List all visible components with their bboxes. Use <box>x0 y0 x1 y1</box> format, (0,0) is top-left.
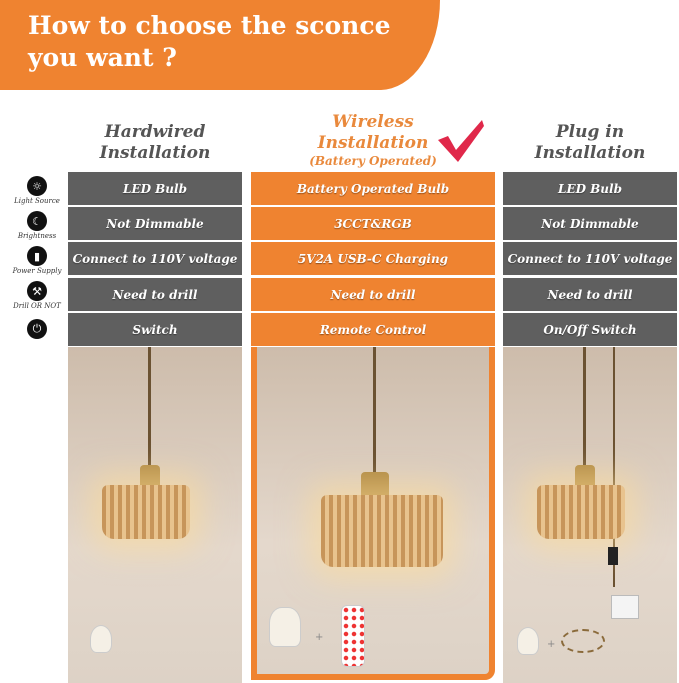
row-label-text: Brightness <box>17 232 57 240</box>
checkmark-icon <box>436 118 486 164</box>
column-heading-plug-in <box>503 122 677 164</box>
row-label-brightness <box>6 211 68 240</box>
feature-cell: 5V2A USB-C Charging <box>251 242 495 275</box>
feature-cell: 3CCT&RGB <box>251 207 495 240</box>
feature-cell: Not Dimmable <box>503 207 677 240</box>
heading-line: Installation <box>99 143 211 163</box>
feature-cell: Battery Operated Bulb <box>251 172 495 205</box>
row-label-power-supply <box>6 246 68 275</box>
lamp-cord <box>148 347 151 472</box>
feature-cell: Connect to 110V voltage <box>503 242 677 275</box>
feature-cell: LED Bulb <box>503 172 677 205</box>
wireless-lamp-photo <box>251 347 495 680</box>
row-label-text: Drill OR NOT <box>13 302 61 310</box>
feature-cell: Need to drill <box>68 278 242 311</box>
title-line-2: you want ? <box>28 43 177 72</box>
battery-bulb-icon <box>269 607 301 647</box>
heading-line: Hardwired <box>104 122 206 142</box>
feature-cell: Remote Control <box>251 313 495 346</box>
feature-cell: Connect to 110V voltage <box>68 242 242 275</box>
row-label-drill <box>6 281 68 310</box>
glass-shade <box>537 485 625 539</box>
header-banner <box>0 0 440 90</box>
plug-in-lamp-photo <box>503 347 677 683</box>
battery-icon: ▮ <box>27 246 47 266</box>
title-line-1: How to choose the sconce <box>28 11 391 40</box>
lamp-socket <box>575 465 595 487</box>
lamp-cord <box>583 347 586 472</box>
feature-cell: Need to drill <box>251 278 495 311</box>
brightness-icon: ☾ <box>27 211 47 231</box>
led-bulb-icon <box>517 627 539 655</box>
drill-icon: ⚒ <box>27 281 47 301</box>
heading-line: Wireless <box>332 112 414 132</box>
page-title <box>28 10 391 74</box>
row-label-control <box>6 319 68 339</box>
heading-line: Installation <box>317 133 429 153</box>
heading-line: Installation <box>534 143 646 163</box>
wall-outlet-icon <box>611 595 639 619</box>
power-icon: ⏻ <box>27 319 47 339</box>
plug-cord-icon <box>561 629 605 653</box>
row-label-light-source <box>6 176 68 205</box>
bulb-icon: ☼ <box>27 176 47 196</box>
feature-cell: LED Bulb <box>68 172 242 205</box>
hardwired-lamp-photo <box>68 347 242 683</box>
plus-sign: + <box>547 639 556 650</box>
plus-sign: + <box>315 632 324 643</box>
heading-subtitle: (Battery Operated) <box>309 154 437 168</box>
column-heading-hardwired <box>68 122 242 164</box>
feature-cell: Need to drill <box>503 278 677 311</box>
feature-cell: Not Dimmable <box>68 207 242 240</box>
heading-line: Plug in <box>555 122 625 142</box>
row-label-text: Power Supply <box>12 267 62 275</box>
remote-control-icon <box>341 605 365 667</box>
row-label-text: Light Source <box>14 197 60 205</box>
glass-shade <box>321 495 443 567</box>
feature-cell: Switch <box>68 313 242 346</box>
led-bulb-icon <box>90 625 112 653</box>
glass-shade <box>102 485 190 539</box>
lamp-cord <box>373 347 376 477</box>
lamp-socket <box>140 465 160 487</box>
feature-cell: On/Off Switch <box>503 313 677 346</box>
inline-switch-icon <box>608 547 618 565</box>
